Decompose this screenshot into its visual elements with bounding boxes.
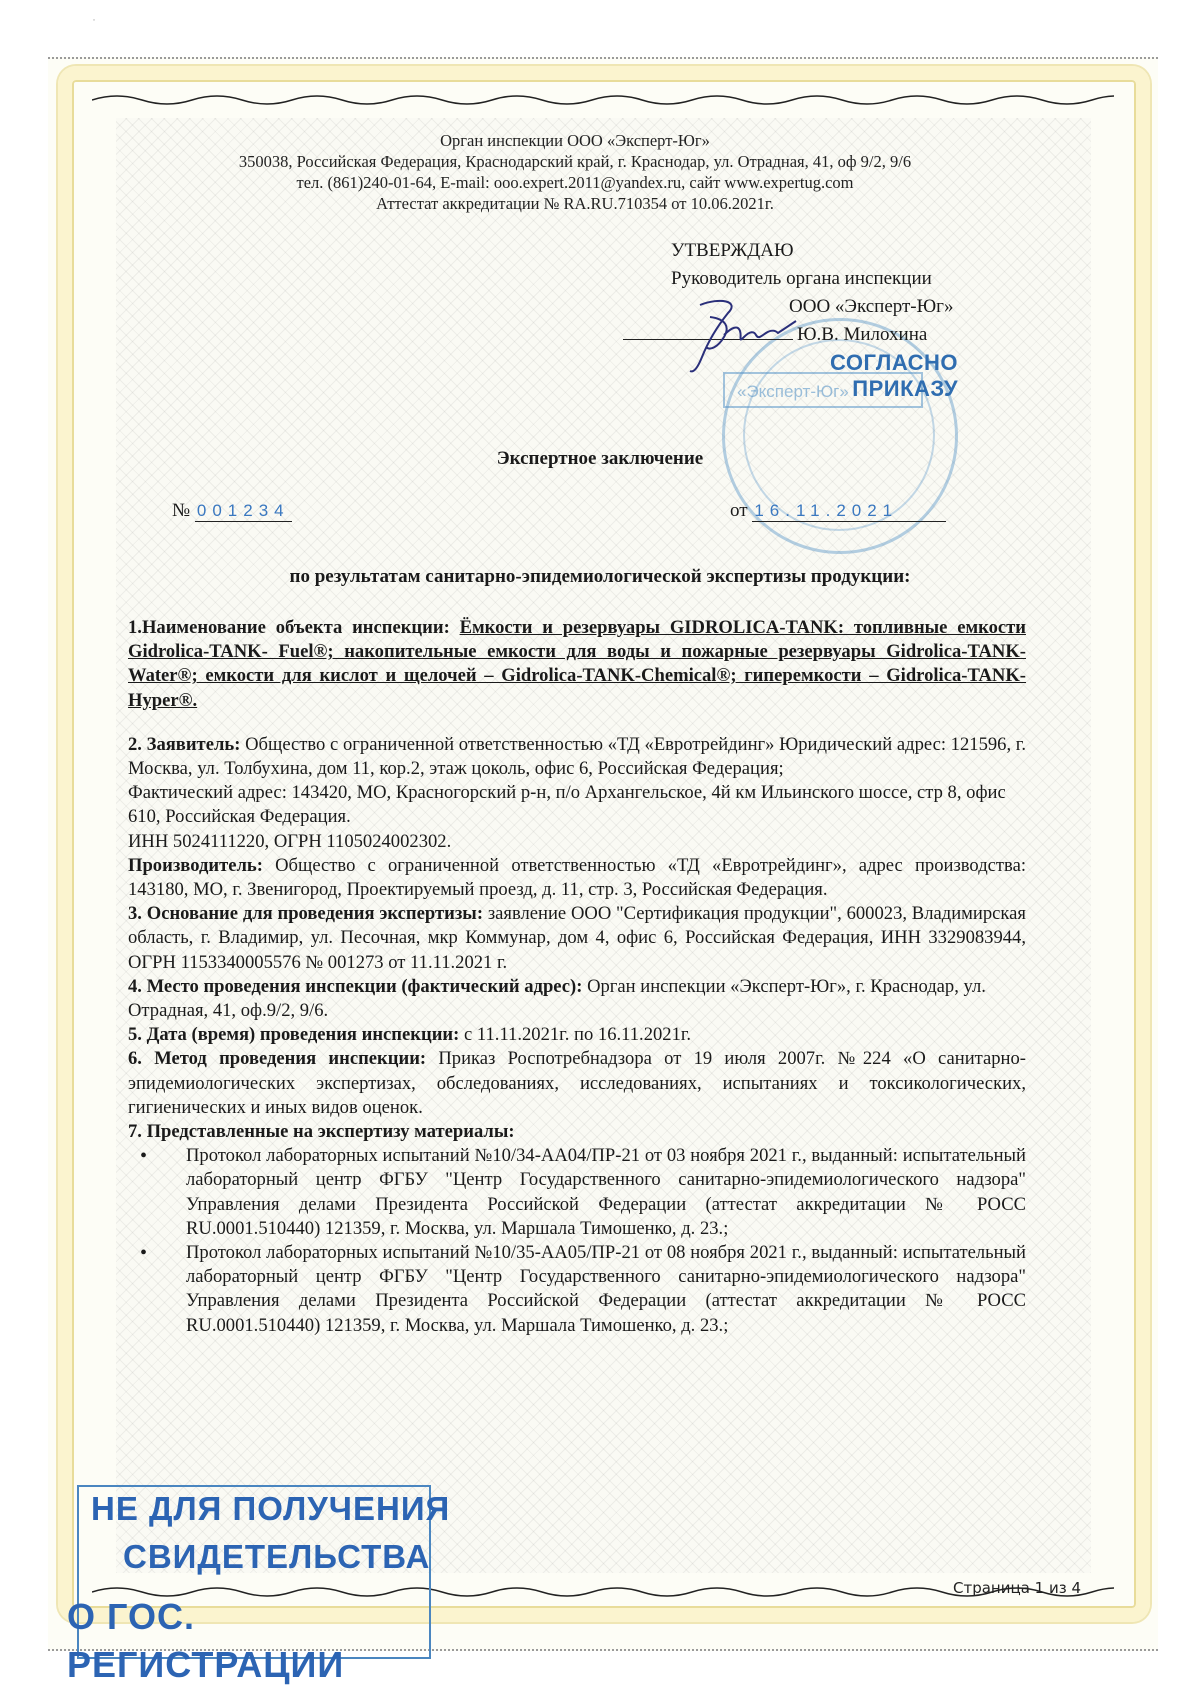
- decorative-wave-top: [92, 92, 1114, 108]
- approval-org: ООО «Эксперт-Юг»: [789, 296, 954, 317]
- section-5-text: с 11.11.2021г. по 16.11.2021г.: [463, 1024, 692, 1046]
- section-4-text: Орган инспекции «Эксперт-Юг», г. Краснодар, ул. Отрадная, 41, оф.9/2, 9/6.: [128, 975, 986, 1022]
- org-address: 350038, Российская Федерация, Краснодарский край, г. Краснодар, ул. Отрадная, 41, оф 9/2, 9/6: [238, 152, 912, 171]
- registration-stamp-line2: СВИДЕТЕЛЬСТВА: [123, 1538, 431, 1575]
- section-3-text: заявление ООО "Сертификация продукции", 600023, Владимирская область, г. Владимир, ул. Песочная, мкр Коммунар, дом 4, офис 6, Российская Федерация, ИНН 3329083944, ОГРН 1153340005576 № 001273 от 11.11.2021 г.: [128, 903, 1026, 973]
- section-6-text: Приказ Роспотребнадзора от 19 июля 2007г. №224 «О санитарно-эпидемиологических экспертизах, обследованиях, исследованиях, испытаниях и токсикологических, гигиенических и иных видов оценок.: [128, 1048, 1026, 1118]
- agree-stamp-line1: СОГЛАСНО: [830, 350, 959, 375]
- section-5-label: 5. Дата (время) проведения инспекции:: [128, 1024, 460, 1046]
- section-1: [128, 616, 1026, 713]
- registration-stamp-line1: НЕ ДЛЯ ПОЛУЧЕНИЯ: [91, 1490, 451, 1527]
- section-3-label: 3. Основание для проведения экспертизы:: [128, 903, 484, 925]
- number-label: №: [172, 500, 191, 521]
- section-7-label: 7. Представленные на экспертизу материалы:: [128, 1121, 515, 1143]
- manufacturer: [128, 854, 1026, 902]
- section-2-ids: ИНН 5024111220, ОГРН 1105024002302.: [128, 830, 452, 852]
- materials-list: [128, 1144, 1026, 1338]
- registration-stamp: [67, 1485, 453, 1685]
- materials-list-item: • Протокол лабораторных испытаний №10/34-АА04/ПР-21 от 03 ноября 2021 г., выданный: испытательный лабораторный центр ФГБУ "Центр Государственного санитарно-эпидемиологического надзора" Управления делами Президента Российской Федерации (аттестат аккредитации № РОСС RU.0001.510440) 121359, г. Москва, ул. Маршала Тимошенко, д. 23.;: [128, 1144, 1026, 1241]
- document-title: Экспертное заключение: [496, 448, 704, 469]
- materials-list-item: • Протокол лабораторных испытаний №10/35-АА05/ПР-21 от 08 ноября 2021 г., выданный: испытательный лабораторный центр ФГБУ "Центр Государственного санитарно-эпидемиологического надзора" Управления делами Президента Российской Федерации (аттестат аккредитации № РОСС RU.0001.510440) 121359, г. Москва, ул. Маршала Тимошенко, д. 23.;: [128, 1241, 1026, 1338]
- section-1-text: Ёмкости и резервуары GIDROLICA-TANK: топливные емкости Gidrolica-TANK- Fuel®; накопительные емкости для воды и пожарные резервуары Gidrolica-TANK-Water®; емкости для кислот и щелочей – Gidrolica-TANK-Chemical®; гиперемкости – Gidrolica-TANK-Hyper®.: [128, 617, 1026, 711]
- manufacturer-label: Производитель:: [128, 854, 263, 876]
- org-contacts: тел. (861)240-01-64, E-mail: ooo.expert.2011@yandex.ru, сайт www.expertug.com: [296, 173, 854, 192]
- document-number: [172, 500, 292, 522]
- scan-artifact: ˙: [92, 16, 96, 30]
- section-2-text: Общество с ограниченной ответственностью «ТД «Евротрейдинг» Юридический адрес: 121596, г. Москва, ул. Толбухина, дом 11, кор.2, этаж цоколь, офис 6, Российская Федерация;: [128, 733, 1026, 780]
- section-2-actual-address: Фактический адрес: 143420, МО, Красногорский р-н, п/о Архангельское, 4й км Ильинского шоссе, стр 8, офис 610, Российская Федерация.: [128, 782, 1006, 828]
- date-label: от: [730, 500, 748, 521]
- date-value: 16.11.2021: [752, 501, 946, 522]
- document-subtitle: по результатам санитарно-эпидемиологической экспертизы продукции:: [289, 566, 911, 587]
- section-4-label: 4. Место проведения инспекции (фактический адрес):: [128, 975, 583, 997]
- section-2-label: 2. Заявитель:: [128, 733, 241, 755]
- handwritten-signature: [680, 297, 800, 375]
- document-body: [128, 616, 1026, 1338]
- agree-stamp-line2: ПРИКАЗУ: [852, 376, 959, 401]
- approval-position: Руководитель органа инспекции: [671, 268, 932, 289]
- document-date: [730, 500, 946, 522]
- approver-name: Ю.В. Милохина: [797, 324, 928, 345]
- page-indicator: Страница 1 из 4: [953, 1579, 1081, 1597]
- manufacturer-text: Общество с ограниченной ответственностью «ТД «Евротрейдинг», адрес производства: 143180, МО, г. Звенигород, Проектируемый проезд, д. 11, стр. 3, Российская Федерация.: [128, 854, 1026, 901]
- org-name: Орган инспекции ООО «Эксперт-Юг»: [440, 131, 710, 150]
- section-2: [128, 733, 1026, 781]
- agree-stamp: [830, 350, 958, 402]
- letterhead: [126, 130, 1024, 214]
- section-4: [128, 975, 1026, 1023]
- registration-stamp-line3: О ГОС. РЕГИСТРАЦИИ: [67, 1596, 345, 1685]
- section-1-label: 1.Наименование объекта инспекции:: [128, 617, 450, 638]
- section-6: [128, 1047, 1026, 1120]
- number-value: 001234: [196, 501, 290, 520]
- section-7: [128, 1120, 1026, 1144]
- org-accreditation: Аттестат аккредитации № RA.RU.710354 от 10.06.2021г.: [376, 194, 774, 213]
- seal-text-box: «Эксперт-Юг»: [723, 372, 923, 408]
- section-5: [128, 1023, 1026, 1047]
- section-6-label: 6. Метод проведения инспекции:: [128, 1048, 427, 1070]
- section-3: [128, 902, 1026, 975]
- approval-title: УТВЕРЖДАЮ: [671, 240, 794, 261]
